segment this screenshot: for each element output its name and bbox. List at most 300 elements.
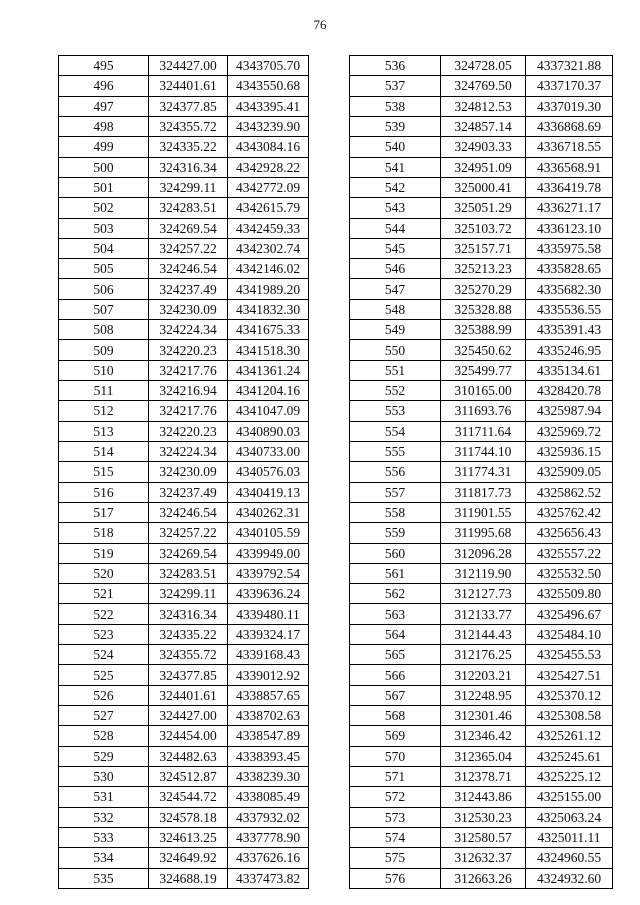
table-row bbox=[350, 259, 613, 279]
y-coordinate-cell: 4338393.45 bbox=[228, 746, 309, 766]
table-row bbox=[59, 766, 309, 786]
x-coordinate-cell: 324578.18 bbox=[149, 807, 228, 827]
y-coordinate-cell: 4325155.00 bbox=[526, 787, 613, 807]
y-coordinate-cell: 4325987.94 bbox=[526, 401, 613, 421]
y-coordinate-cell: 4336123.10 bbox=[526, 218, 613, 238]
point-number-cell: 558 bbox=[350, 502, 441, 522]
point-number-cell: 501 bbox=[59, 177, 149, 197]
y-coordinate-cell: 4325969.72 bbox=[526, 421, 613, 441]
y-coordinate-cell: 4339949.00 bbox=[228, 543, 309, 563]
point-number-cell: 517 bbox=[59, 502, 149, 522]
point-number-cell: 553 bbox=[350, 401, 441, 421]
table-row bbox=[350, 279, 613, 299]
y-coordinate-cell: 4336419.78 bbox=[526, 177, 613, 197]
table-row bbox=[350, 624, 613, 644]
point-number-cell: 552 bbox=[350, 381, 441, 401]
table-row bbox=[350, 685, 613, 705]
point-number-cell: 496 bbox=[59, 76, 149, 96]
y-coordinate-cell: 4339324.17 bbox=[228, 624, 309, 644]
x-coordinate-cell: 311774.31 bbox=[441, 462, 526, 482]
point-number-cell: 555 bbox=[350, 441, 441, 461]
point-number-cell: 504 bbox=[59, 238, 149, 258]
table-row bbox=[59, 137, 309, 157]
table-row bbox=[350, 726, 613, 746]
table-row bbox=[350, 665, 613, 685]
x-coordinate-cell: 312365.04 bbox=[441, 746, 526, 766]
x-coordinate-cell: 324544.72 bbox=[149, 787, 228, 807]
table-row bbox=[350, 766, 613, 786]
x-coordinate-cell: 312203.21 bbox=[441, 665, 526, 685]
y-coordinate-cell: 4340576.03 bbox=[228, 462, 309, 482]
y-coordinate-cell: 4335975.58 bbox=[526, 238, 613, 258]
table-row bbox=[350, 441, 613, 461]
x-coordinate-cell: 312663.26 bbox=[441, 868, 526, 888]
x-coordinate-cell: 324283.51 bbox=[149, 198, 228, 218]
y-coordinate-cell: 4342146.02 bbox=[228, 259, 309, 279]
y-coordinate-cell: 4337170.37 bbox=[526, 76, 613, 96]
y-coordinate-cell: 4336718.55 bbox=[526, 137, 613, 157]
y-coordinate-cell: 4338702.63 bbox=[228, 706, 309, 726]
y-coordinate-cell: 4342615.79 bbox=[228, 198, 309, 218]
x-coordinate-cell: 324299.11 bbox=[149, 584, 228, 604]
x-coordinate-cell: 324377.85 bbox=[149, 96, 228, 116]
x-coordinate-cell: 324728.05 bbox=[441, 56, 526, 76]
point-number-cell: 549 bbox=[350, 320, 441, 340]
point-number-cell: 502 bbox=[59, 198, 149, 218]
table-row bbox=[350, 421, 613, 441]
y-coordinate-cell: 4343550.68 bbox=[228, 76, 309, 96]
table-row bbox=[350, 645, 613, 665]
table-row bbox=[59, 218, 309, 238]
y-coordinate-cell: 4341989.20 bbox=[228, 279, 309, 299]
x-coordinate-cell: 324257.22 bbox=[149, 238, 228, 258]
x-coordinate-cell: 312530.23 bbox=[441, 807, 526, 827]
point-number-cell: 512 bbox=[59, 401, 149, 421]
table-row bbox=[59, 482, 309, 502]
point-number-cell: 515 bbox=[59, 462, 149, 482]
table-row bbox=[59, 381, 309, 401]
point-number-cell: 518 bbox=[59, 523, 149, 543]
y-coordinate-cell: 4336271.17 bbox=[526, 198, 613, 218]
x-coordinate-cell: 312443.86 bbox=[441, 787, 526, 807]
table-row bbox=[59, 76, 309, 96]
table-row bbox=[350, 543, 613, 563]
table-row bbox=[350, 523, 613, 543]
table-row bbox=[350, 604, 613, 624]
x-coordinate-cell: 324283.51 bbox=[149, 563, 228, 583]
table-row bbox=[59, 340, 309, 360]
x-coordinate-cell: 325328.88 bbox=[441, 299, 526, 319]
table-row bbox=[350, 76, 613, 96]
coordinates-table-left bbox=[58, 55, 309, 889]
x-coordinate-cell: 324355.72 bbox=[149, 645, 228, 665]
point-number-cell: 569 bbox=[350, 726, 441, 746]
y-coordinate-cell: 4337321.88 bbox=[526, 56, 613, 76]
table-row bbox=[59, 726, 309, 746]
table-row bbox=[59, 441, 309, 461]
coordinates-table-right bbox=[349, 55, 613, 889]
y-coordinate-cell: 4325496.67 bbox=[526, 604, 613, 624]
x-coordinate-cell: 324246.54 bbox=[149, 502, 228, 522]
x-coordinate-cell: 324220.23 bbox=[149, 421, 228, 441]
table-row bbox=[350, 381, 613, 401]
table-row bbox=[59, 665, 309, 685]
point-number-cell: 575 bbox=[350, 848, 441, 868]
x-coordinate-cell: 324951.09 bbox=[441, 157, 526, 177]
point-number-cell: 524 bbox=[59, 645, 149, 665]
point-number-cell: 521 bbox=[59, 584, 149, 604]
x-coordinate-cell: 312119.90 bbox=[441, 563, 526, 583]
y-coordinate-cell: 4340262.31 bbox=[228, 502, 309, 522]
table-row bbox=[59, 401, 309, 421]
point-number-cell: 513 bbox=[59, 421, 149, 441]
point-number-cell: 497 bbox=[59, 96, 149, 116]
x-coordinate-cell: 311995.68 bbox=[441, 523, 526, 543]
table-row bbox=[350, 787, 613, 807]
x-coordinate-cell: 324769.50 bbox=[441, 76, 526, 96]
x-coordinate-cell: 325388.99 bbox=[441, 320, 526, 340]
table-row bbox=[350, 848, 613, 868]
point-number-cell: 566 bbox=[350, 665, 441, 685]
y-coordinate-cell: 4340733.00 bbox=[228, 441, 309, 461]
y-coordinate-cell: 4325455.53 bbox=[526, 645, 613, 665]
x-coordinate-cell: 311744.10 bbox=[441, 441, 526, 461]
y-coordinate-cell: 4339792.54 bbox=[228, 563, 309, 583]
y-coordinate-cell: 4324960.55 bbox=[526, 848, 613, 868]
point-number-cell: 560 bbox=[350, 543, 441, 563]
point-number-cell: 526 bbox=[59, 685, 149, 705]
x-coordinate-cell: 324230.09 bbox=[149, 462, 228, 482]
table-row bbox=[59, 827, 309, 847]
y-coordinate-cell: 4343084.16 bbox=[228, 137, 309, 157]
x-coordinate-cell: 312144.43 bbox=[441, 624, 526, 644]
y-coordinate-cell: 4337932.02 bbox=[228, 807, 309, 827]
y-coordinate-cell: 4341518.30 bbox=[228, 340, 309, 360]
x-coordinate-cell: 324269.54 bbox=[149, 543, 228, 563]
y-coordinate-cell: 4325370.12 bbox=[526, 685, 613, 705]
point-number-cell: 500 bbox=[59, 157, 149, 177]
x-coordinate-cell: 310165.00 bbox=[441, 381, 526, 401]
x-coordinate-cell: 312632.37 bbox=[441, 848, 526, 868]
table-row bbox=[59, 523, 309, 543]
table-row bbox=[59, 624, 309, 644]
point-number-cell: 531 bbox=[59, 787, 149, 807]
point-number-cell: 532 bbox=[59, 807, 149, 827]
point-number-cell: 534 bbox=[59, 848, 149, 868]
y-coordinate-cell: 4339636.24 bbox=[228, 584, 309, 604]
y-coordinate-cell: 4336868.69 bbox=[526, 116, 613, 136]
point-number-cell: 550 bbox=[350, 340, 441, 360]
point-number-cell: 523 bbox=[59, 624, 149, 644]
table-row bbox=[350, 96, 613, 116]
table-row bbox=[59, 563, 309, 583]
point-number-cell: 495 bbox=[59, 56, 149, 76]
x-coordinate-cell: 324230.09 bbox=[149, 299, 228, 319]
x-coordinate-cell: 324217.76 bbox=[149, 401, 228, 421]
x-coordinate-cell: 324355.72 bbox=[149, 116, 228, 136]
point-number-cell: 546 bbox=[350, 259, 441, 279]
table-row bbox=[59, 462, 309, 482]
point-number-cell: 506 bbox=[59, 279, 149, 299]
x-coordinate-cell: 312580.57 bbox=[441, 827, 526, 847]
table-row bbox=[350, 137, 613, 157]
y-coordinate-cell: 4341047.09 bbox=[228, 401, 309, 421]
table-row bbox=[350, 401, 613, 421]
table-row bbox=[350, 360, 613, 380]
table-row bbox=[59, 96, 309, 116]
x-coordinate-cell: 324257.22 bbox=[149, 523, 228, 543]
x-coordinate-cell: 324224.34 bbox=[149, 320, 228, 340]
y-coordinate-cell: 4342928.22 bbox=[228, 157, 309, 177]
x-coordinate-cell: 324427.00 bbox=[149, 56, 228, 76]
x-coordinate-cell: 324377.85 bbox=[149, 665, 228, 685]
table-row bbox=[350, 807, 613, 827]
point-number-cell: 533 bbox=[59, 827, 149, 847]
y-coordinate-cell: 4343705.70 bbox=[228, 56, 309, 76]
point-number-cell: 561 bbox=[350, 563, 441, 583]
x-coordinate-cell: 312378.71 bbox=[441, 766, 526, 786]
y-coordinate-cell: 4325656.43 bbox=[526, 523, 613, 543]
x-coordinate-cell: 312127.73 bbox=[441, 584, 526, 604]
x-coordinate-cell: 324427.00 bbox=[149, 706, 228, 726]
page-number: 76 bbox=[313, 17, 327, 32]
x-coordinate-cell: 324316.34 bbox=[149, 604, 228, 624]
table-row bbox=[59, 56, 309, 76]
point-number-cell: 537 bbox=[350, 76, 441, 96]
table-row bbox=[59, 360, 309, 380]
point-number-cell: 565 bbox=[350, 645, 441, 665]
y-coordinate-cell: 4325509.80 bbox=[526, 584, 613, 604]
point-number-cell: 499 bbox=[59, 137, 149, 157]
x-coordinate-cell: 311711.64 bbox=[441, 421, 526, 441]
y-coordinate-cell: 4337019.30 bbox=[526, 96, 613, 116]
y-coordinate-cell: 4340890.03 bbox=[228, 421, 309, 441]
point-number-cell: 530 bbox=[59, 766, 149, 786]
table-row bbox=[350, 320, 613, 340]
x-coordinate-cell: 324857.14 bbox=[441, 116, 526, 136]
y-coordinate-cell: 4336568.91 bbox=[526, 157, 613, 177]
x-coordinate-cell: 325213.23 bbox=[441, 259, 526, 279]
y-coordinate-cell: 4343395.41 bbox=[228, 96, 309, 116]
x-coordinate-cell: 324482.63 bbox=[149, 746, 228, 766]
y-coordinate-cell: 4335828.65 bbox=[526, 259, 613, 279]
point-number-cell: 551 bbox=[350, 360, 441, 380]
x-coordinate-cell: 324237.49 bbox=[149, 279, 228, 299]
y-coordinate-cell: 4335134.61 bbox=[526, 360, 613, 380]
point-number-cell: 527 bbox=[59, 706, 149, 726]
point-number-cell: 539 bbox=[350, 116, 441, 136]
point-number-cell: 516 bbox=[59, 482, 149, 502]
y-coordinate-cell: 4325225.12 bbox=[526, 766, 613, 786]
y-coordinate-cell: 4325308.58 bbox=[526, 706, 613, 726]
table-row bbox=[350, 157, 613, 177]
x-coordinate-cell: 312301.46 bbox=[441, 706, 526, 726]
point-number-cell: 519 bbox=[59, 543, 149, 563]
point-number-cell: 576 bbox=[350, 868, 441, 888]
y-coordinate-cell: 4325484.10 bbox=[526, 624, 613, 644]
point-number-cell: 557 bbox=[350, 482, 441, 502]
y-coordinate-cell: 4325011.11 bbox=[526, 827, 613, 847]
y-coordinate-cell: 4325862.52 bbox=[526, 482, 613, 502]
point-number-cell: 572 bbox=[350, 787, 441, 807]
y-coordinate-cell: 4328420.78 bbox=[526, 381, 613, 401]
x-coordinate-cell: 324224.34 bbox=[149, 441, 228, 461]
y-coordinate-cell: 4341832.30 bbox=[228, 299, 309, 319]
table-row bbox=[59, 177, 309, 197]
y-coordinate-cell: 4337626.16 bbox=[228, 848, 309, 868]
table-row bbox=[350, 177, 613, 197]
point-number-cell: 520 bbox=[59, 563, 149, 583]
y-coordinate-cell: 4325261.12 bbox=[526, 726, 613, 746]
x-coordinate-cell: 312096.28 bbox=[441, 543, 526, 563]
y-coordinate-cell: 4338857.65 bbox=[228, 685, 309, 705]
point-number-cell: 508 bbox=[59, 320, 149, 340]
table-row bbox=[350, 868, 613, 888]
point-number-cell: 510 bbox=[59, 360, 149, 380]
x-coordinate-cell: 324812.53 bbox=[441, 96, 526, 116]
x-coordinate-cell: 324401.61 bbox=[149, 76, 228, 96]
x-coordinate-cell: 325270.29 bbox=[441, 279, 526, 299]
y-coordinate-cell: 4335536.55 bbox=[526, 299, 613, 319]
table-row bbox=[350, 462, 613, 482]
point-number-cell: 543 bbox=[350, 198, 441, 218]
point-number-cell: 567 bbox=[350, 685, 441, 705]
point-number-cell: 505 bbox=[59, 259, 149, 279]
table-row bbox=[350, 827, 613, 847]
y-coordinate-cell: 4325557.22 bbox=[526, 543, 613, 563]
x-coordinate-cell: 324613.25 bbox=[149, 827, 228, 847]
table-row bbox=[59, 157, 309, 177]
table-row bbox=[350, 502, 613, 522]
y-coordinate-cell: 4338547.89 bbox=[228, 726, 309, 746]
x-coordinate-cell: 324216.94 bbox=[149, 381, 228, 401]
y-coordinate-cell: 4337473.82 bbox=[228, 868, 309, 888]
table-row bbox=[59, 868, 309, 888]
y-coordinate-cell: 4338085.49 bbox=[228, 787, 309, 807]
table-row bbox=[59, 543, 309, 563]
y-coordinate-cell: 4340419.13 bbox=[228, 482, 309, 502]
x-coordinate-cell: 325000.41 bbox=[441, 177, 526, 197]
point-number-cell: 522 bbox=[59, 604, 149, 624]
x-coordinate-cell: 324401.61 bbox=[149, 685, 228, 705]
point-number-cell: 507 bbox=[59, 299, 149, 319]
y-coordinate-cell: 4325063.24 bbox=[526, 807, 613, 827]
y-coordinate-cell: 4342772.09 bbox=[228, 177, 309, 197]
x-coordinate-cell: 324220.23 bbox=[149, 340, 228, 360]
x-coordinate-cell: 325450.62 bbox=[441, 340, 526, 360]
table-row bbox=[59, 116, 309, 136]
y-coordinate-cell: 4339168.43 bbox=[228, 645, 309, 665]
point-number-cell: 556 bbox=[350, 462, 441, 482]
table-row bbox=[59, 584, 309, 604]
table-row bbox=[350, 584, 613, 604]
table-row bbox=[350, 746, 613, 766]
table-row bbox=[59, 706, 309, 726]
point-number-cell: 570 bbox=[350, 746, 441, 766]
x-coordinate-cell: 324269.54 bbox=[149, 218, 228, 238]
point-number-cell: 545 bbox=[350, 238, 441, 258]
x-coordinate-cell: 325103.72 bbox=[441, 218, 526, 238]
x-coordinate-cell: 324649.92 bbox=[149, 848, 228, 868]
table-row bbox=[59, 807, 309, 827]
point-number-cell: 538 bbox=[350, 96, 441, 116]
y-coordinate-cell: 4341361.24 bbox=[228, 360, 309, 380]
y-coordinate-cell: 4342459.33 bbox=[228, 218, 309, 238]
table-row bbox=[59, 604, 309, 624]
x-coordinate-cell: 324454.00 bbox=[149, 726, 228, 746]
table-row bbox=[59, 320, 309, 340]
x-coordinate-cell: 324335.22 bbox=[149, 624, 228, 644]
point-number-cell: 535 bbox=[59, 868, 149, 888]
x-coordinate-cell: 311817.73 bbox=[441, 482, 526, 502]
y-coordinate-cell: 4325936.15 bbox=[526, 441, 613, 461]
table-row bbox=[59, 238, 309, 258]
point-number-cell: 514 bbox=[59, 441, 149, 461]
table-row bbox=[350, 116, 613, 136]
point-number-cell: 544 bbox=[350, 218, 441, 238]
table-row bbox=[59, 645, 309, 665]
y-coordinate-cell: 4335682.30 bbox=[526, 279, 613, 299]
y-coordinate-cell: 4337778.90 bbox=[228, 827, 309, 847]
y-coordinate-cell: 4335246.95 bbox=[526, 340, 613, 360]
point-number-cell: 562 bbox=[350, 584, 441, 604]
x-coordinate-cell: 324688.19 bbox=[149, 868, 228, 888]
y-coordinate-cell: 4325762.42 bbox=[526, 502, 613, 522]
table-row bbox=[59, 259, 309, 279]
point-number-cell: 528 bbox=[59, 726, 149, 746]
table-row bbox=[350, 563, 613, 583]
point-number-cell: 548 bbox=[350, 299, 441, 319]
table-row bbox=[59, 421, 309, 441]
point-number-cell: 503 bbox=[59, 218, 149, 238]
point-number-cell: 559 bbox=[350, 523, 441, 543]
y-coordinate-cell: 4325427.51 bbox=[526, 665, 613, 685]
y-coordinate-cell: 4325532.50 bbox=[526, 563, 613, 583]
table-row bbox=[350, 218, 613, 238]
y-coordinate-cell: 4339012.92 bbox=[228, 665, 309, 685]
table-row bbox=[350, 198, 613, 218]
table-row bbox=[59, 848, 309, 868]
table-row bbox=[59, 502, 309, 522]
table-row bbox=[59, 299, 309, 319]
x-coordinate-cell: 324299.11 bbox=[149, 177, 228, 197]
table-row bbox=[350, 238, 613, 258]
x-coordinate-cell: 324335.22 bbox=[149, 137, 228, 157]
point-number-cell: 574 bbox=[350, 827, 441, 847]
x-coordinate-cell: 312133.77 bbox=[441, 604, 526, 624]
x-coordinate-cell: 324217.76 bbox=[149, 360, 228, 380]
x-coordinate-cell: 325157.71 bbox=[441, 238, 526, 258]
table-row bbox=[350, 299, 613, 319]
x-coordinate-cell: 312248.95 bbox=[441, 685, 526, 705]
y-coordinate-cell: 4325245.61 bbox=[526, 746, 613, 766]
point-number-cell: 542 bbox=[350, 177, 441, 197]
x-coordinate-cell: 312176.25 bbox=[441, 645, 526, 665]
point-number-cell: 563 bbox=[350, 604, 441, 624]
point-number-cell: 571 bbox=[350, 766, 441, 786]
y-coordinate-cell: 4340105.59 bbox=[228, 523, 309, 543]
y-coordinate-cell: 4325909.05 bbox=[526, 462, 613, 482]
x-coordinate-cell: 324246.54 bbox=[149, 259, 228, 279]
table-row bbox=[59, 787, 309, 807]
y-coordinate-cell: 4341675.33 bbox=[228, 320, 309, 340]
table-row bbox=[350, 56, 613, 76]
y-coordinate-cell: 4335391.43 bbox=[526, 320, 613, 340]
y-coordinate-cell: 4341204.16 bbox=[228, 381, 309, 401]
table-row bbox=[350, 482, 613, 502]
x-coordinate-cell: 325499.77 bbox=[441, 360, 526, 380]
y-coordinate-cell: 4324932.60 bbox=[526, 868, 613, 888]
